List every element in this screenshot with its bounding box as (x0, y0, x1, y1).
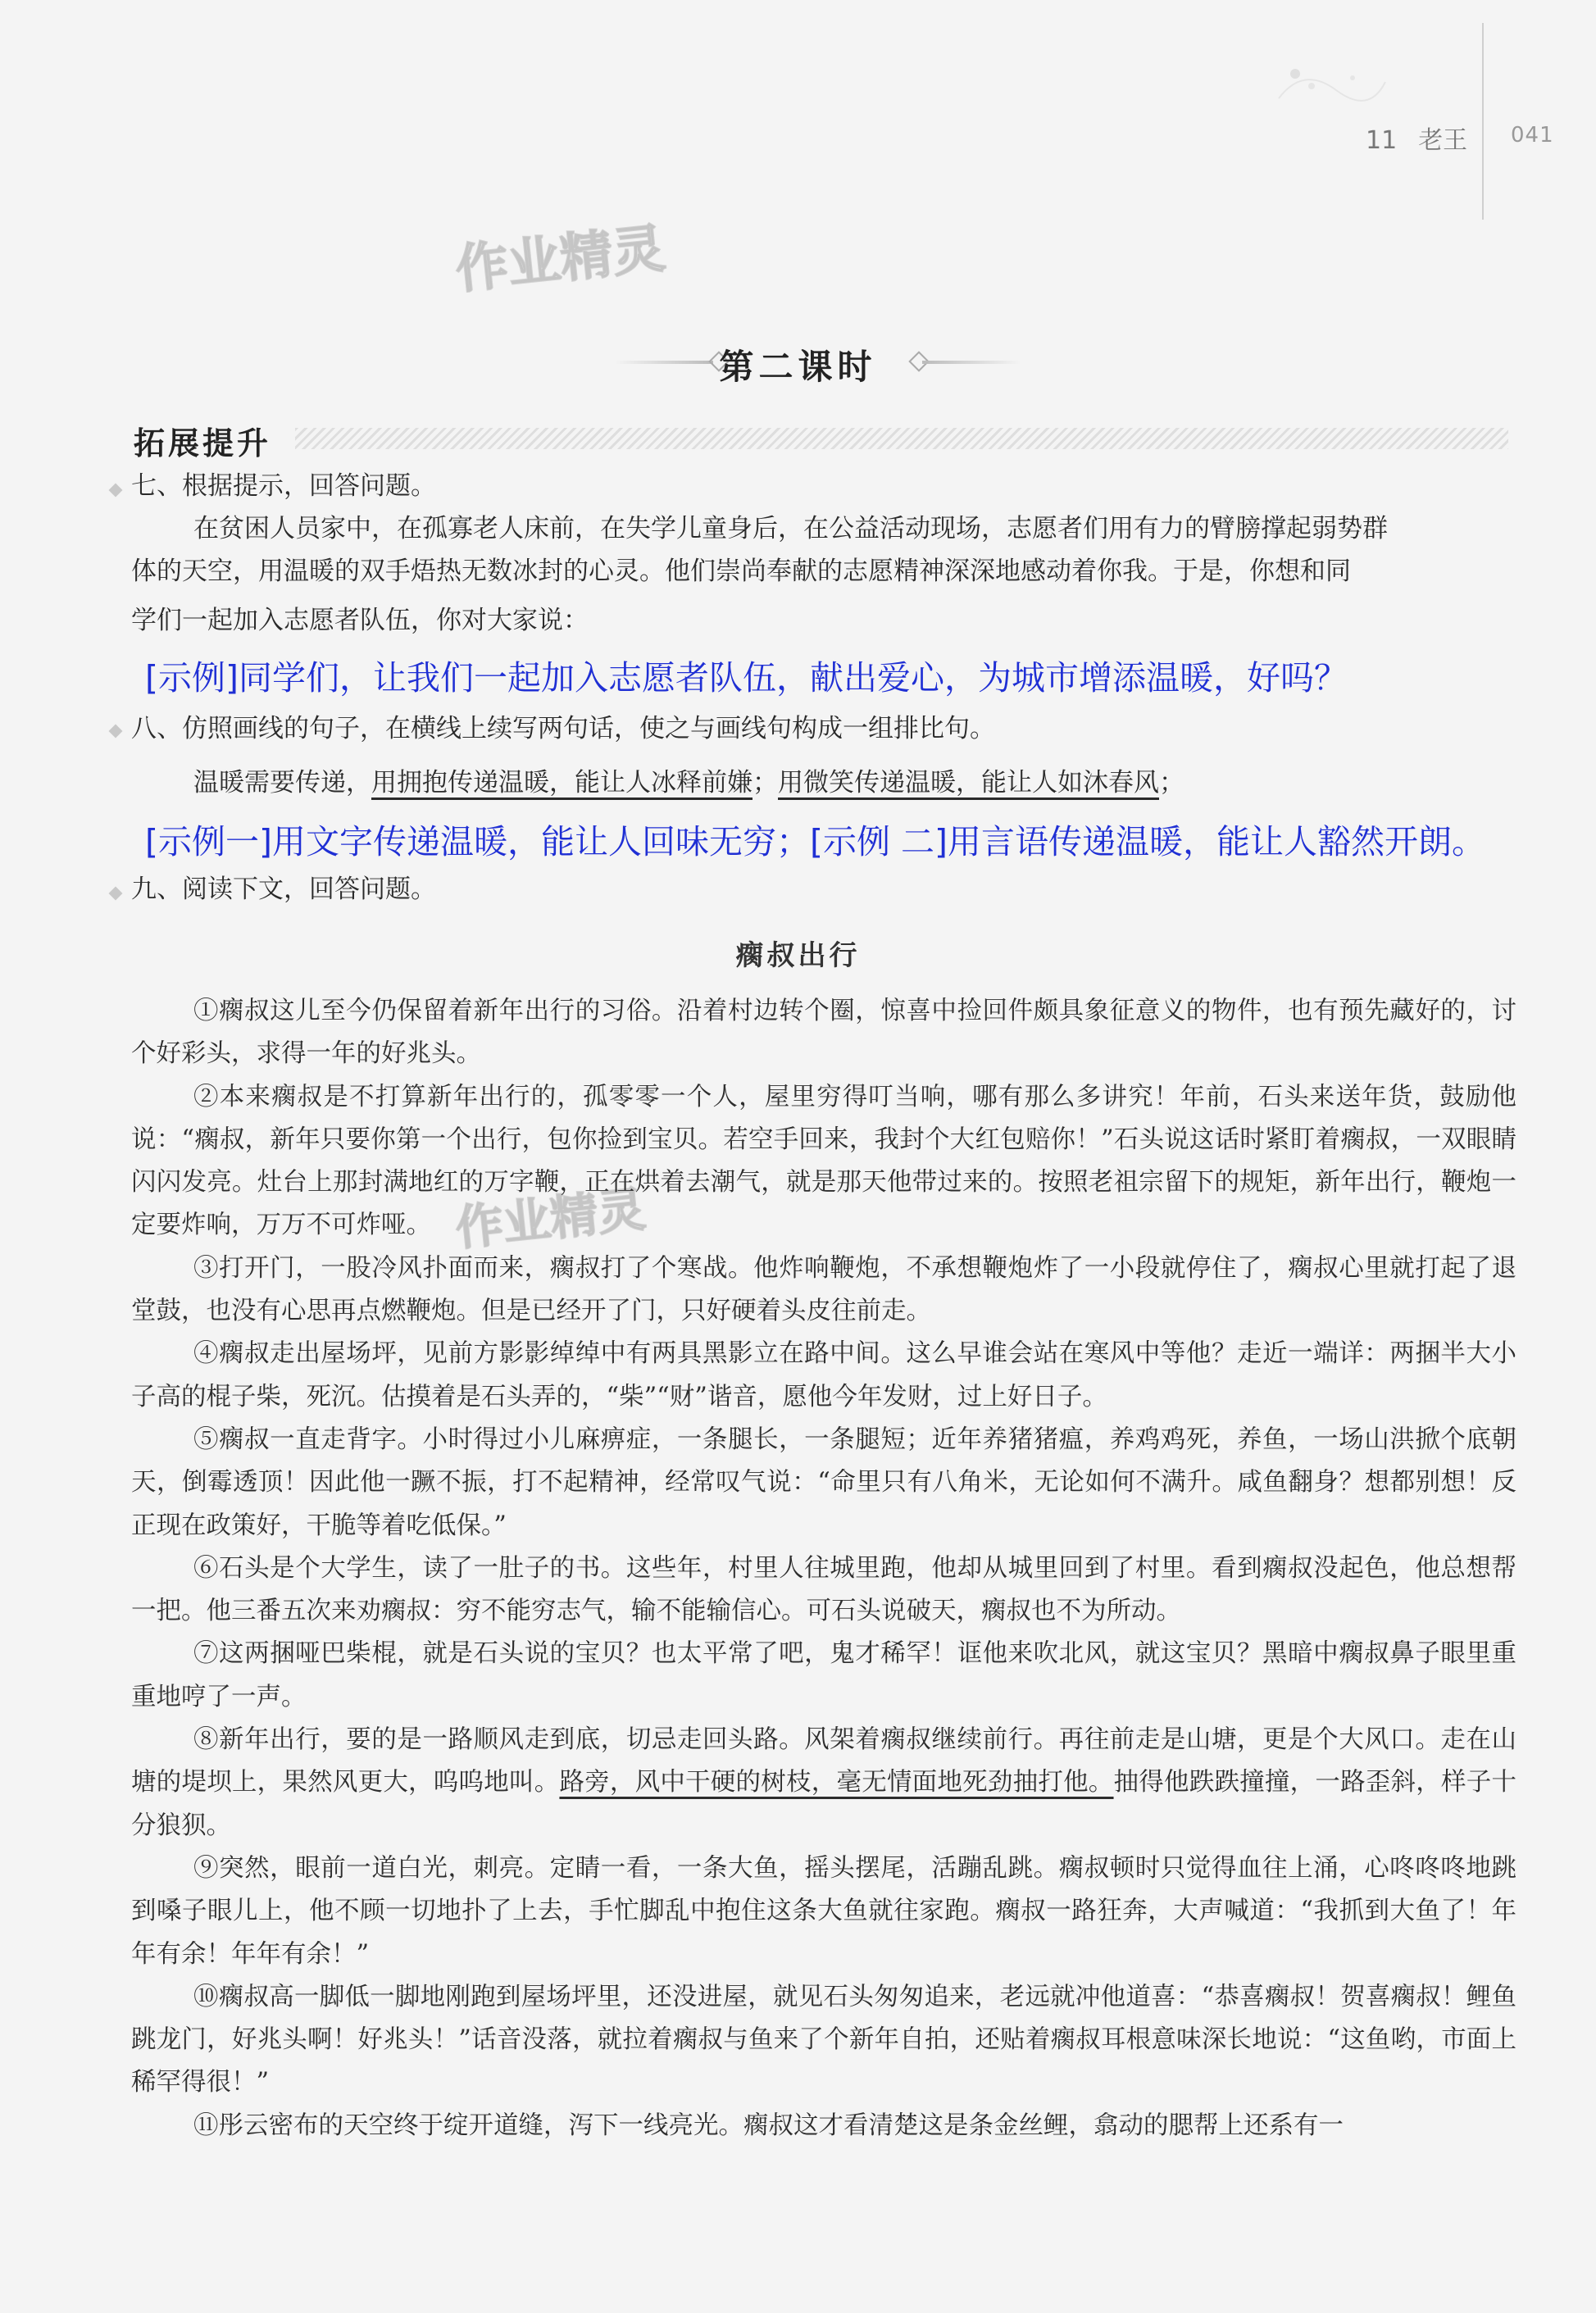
article-paragraph: ④瘸叔走出屋场坪，见前方影影绰绰中有两具黑影立在路中间。这么早谁会站在寒风中等他？走近一端详：两捆半大小子高的棍子柴，死沉。估摸着是石头弄的，“柴”“财”谐音，愿他今年发财，过上好日子。 (131, 1339, 1516, 1411)
section-title: 第二课时 (719, 347, 877, 387)
header-divider (1482, 23, 1484, 220)
article-paragraph (131, 1719, 1516, 1847)
q7-line2: 体的天空，用温暖的双手焐热无数冰封的心灵。他们崇尚奉献的志愿精神深深地感动着你我。于是，你想和同 (131, 557, 1351, 586)
q8-answer: [示例一]用文字传递温暖，能让人回味无穷；[示例 二]用言语传递温暖，能让人豁然开朗。 (145, 822, 1486, 861)
article-title: 瘸叔出行 (735, 939, 861, 972)
question-bullet-icon (109, 484, 123, 498)
q7-answer: [示例]同学们，让我们一起加入志愿者队伍，献出爱心，为城市增添温暖，好吗？ (145, 658, 1348, 698)
q8-suffix: ； (1159, 768, 1184, 798)
p8-text-a: ⑧新年出行，要的是一路顺风走到底，切忌走回头路。风架着瘸叔继续前行。再往前走是山塘，更是个大风口。走在山塘的堤坝上，果然风更大，呜呜地叫。 (131, 1725, 1516, 1797)
q7-line1: 在贫困人员家中，在孤寡老人床前，在失学儿童身后，在公益活动现场，志愿者们用有力的臂膀撑起弱势群 (193, 514, 1388, 543)
article-paragraph: ②本来瘸叔是不打算新年出行的，孤零零一个人，屋里穷得叮当响，哪有那么多讲究！年前，石头来送年货，鼓励他说：“瘸叔，新年只要你第一个出行，包你捡到宝贝。若空手回来，我封个大红包赔你！”石头说这话时紧盯着瘸叔，一双眼睛闪闪发亮。灶台上那封满地红的万字鞭，正在烘着去潮气，就是那天他带过来的。按照老祖宗留下的规矩，新年出行，鞭炮一定要炸响，万万不可炸哑。 (131, 1082, 1516, 1240)
lesson-title: 老王 (1418, 126, 1468, 155)
block-label-stripe (295, 428, 1508, 449)
q8-prefix: 温暖需要传递， (193, 768, 371, 798)
article-paragraph: ①瘸叔这儿至今仍保留着新年出行的习俗。沿着村边转个圈，惊喜中捡回件颇具象征意义的物件，也有预先藏好的，讨个好彩头，求得一年的好兆头。 (131, 997, 1516, 1069)
article-paragraph: ⑥石头是个大学生，读了一肚子的书。这些年，村里人往城里跑，他却从城里回到了村里。看到瘸叔没起色，他总想帮一把。他三番五次来劝瘸叔：穷不能穷志气，输不能输信心。可石头说破天，瘸叔也不为所动。 (131, 1553, 1516, 1626)
article-paragraph: ⑦这两捆哑巴柴棍，就是石头说的宝贝？也太平常了吧，鬼才稀罕！诓他来吹北风，就这宝贝？黑暗中瘸叔鼻子眼里重重地哼了一声。 (131, 1639, 1516, 1711)
q8-title: 八、仿照画线的句子，在横线上续写两句话，使之与画线句构成一组排比句。 (131, 714, 995, 743)
q8-underline-2: 用微笑传递温暖，能让人如沐春风 (778, 768, 1159, 798)
q8-sentence (193, 761, 1184, 805)
watermark: 作业精灵 (452, 1181, 648, 1256)
question-bullet-icon (109, 887, 123, 901)
article-body (131, 990, 1516, 2147)
article-paragraph: ⑤瘸叔一直走背字。小时得过小儿麻痹症，一条腿长，一条腿短；近年养猪猪瘟，养鸡鸡死，养鱼，一场山洪掀个底朝天，倒霉透顶！因此他一蹶不振，打不起精神，经常叹气说：“命里只有八角米，无论如何不满升。咸鱼翻身？想都别想！反正现在政策好，干脆等着吃低保。” (131, 1425, 1516, 1540)
title-ornament-right (922, 361, 1021, 364)
article-paragraph: ⑩瘸叔高一脚低一脚地刚跑到屋场坪里，还没进屋，就见石头匆匆追来，老远就冲他道喜：“恭喜瘸叔！贺喜瘸叔！鲤鱼跳龙门，好兆头啊！好兆头！”话音没落，就拉着瘸叔与鱼来了个新年自拍，还贴着瘸叔耳根意味深长地说：“这鱼哟，市面上稀罕得很！” (131, 1982, 1516, 2097)
q8-separator: ； (753, 768, 778, 798)
question-bullet-icon (109, 725, 123, 738)
article-paragraph: ③打开门，一股冷风扑面而来，瘸叔打了个寒战。他炸响鞭炮，不承想鞭炮炸了一小段就停住了，瘸叔心里就打起了退堂鼓，也没有心思再点燃鞭炮。但是已经开了门，只好硬着头皮往前走。 (131, 1253, 1516, 1326)
page-number: 041 (1511, 123, 1554, 148)
article-paragraph: ⑨突然，眼前一道白光，刺亮。定睛一看，一条大鱼，摇头摆尾，活蹦乱跳。瘸叔顿时只觉得血往上涌，心咚咚咚地跳到嗓子眼儿上，他不顾一切地扑了上去，手忙脚乱中抱住这条大鱼就往家跑。瘸叔一路狂奔，大声喊道：“我抓到大鱼了！年年有余！年年有余！” (131, 1853, 1516, 1969)
header-lesson (1344, 120, 1467, 156)
q8-underline-1: 用拥抱传递温暖，能让人冰释前嫌 (371, 768, 753, 798)
p8-underlined-sentence: 路旁，风中干硬的树枝，毫无情面地死劲抽打他。 (559, 1768, 1114, 1797)
q9-title: 九、阅读下文，回答问题。 (131, 875, 436, 904)
q7-title: 七、根据提示，回答问题。 (131, 471, 436, 501)
lesson-number: 11 (1366, 126, 1398, 155)
block-label: 拓展提升 (134, 425, 272, 461)
watermark: 作业精灵 (452, 218, 668, 302)
article-paragraph: ⑪彤云密布的天空终于绽开道缝，泻下一线亮光。瘸叔这才看清楚这是条金丝鲤，翕动的腮帮上还系有一 (193, 2111, 1344, 2140)
p8-text-b: 抽得他跌跌撞撞，一路歪斜，样子十分狼狈。 (131, 1768, 1517, 1840)
q7-line3: 学们一起加入志愿者队伍，你对大家说： (131, 606, 589, 635)
